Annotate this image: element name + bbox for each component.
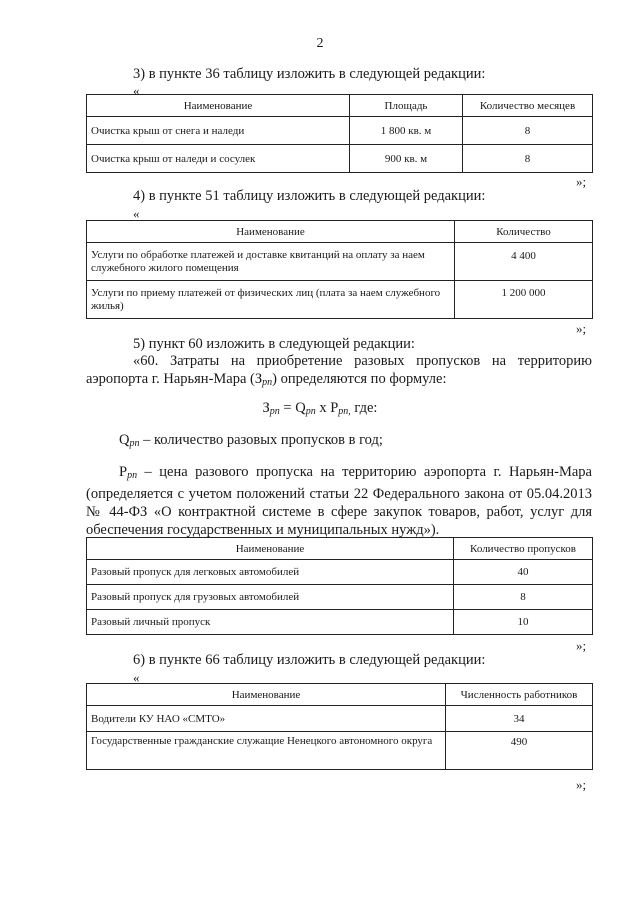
table-point-51 bbox=[86, 220, 593, 319]
section-3-close-quote: »; bbox=[576, 174, 587, 189]
table-header: Наименование bbox=[87, 684, 446, 706]
table-cell: 8 bbox=[454, 585, 593, 610]
section-6-heading: 6) в пункте 66 таблицу изложить в следующей редакции: bbox=[133, 652, 486, 668]
table-cell: Очистка крыш от снега и наледи bbox=[87, 117, 350, 145]
table-header: Количество месяцев bbox=[463, 95, 593, 117]
table-cell: 1 200 000 bbox=[455, 281, 593, 319]
table-header: Наименование bbox=[87, 538, 454, 560]
table-header: Наименование bbox=[87, 221, 455, 243]
table-row bbox=[87, 281, 593, 319]
table-row bbox=[87, 732, 593, 770]
p-definition: $P_{рп}$ – цена разового пропуска на территорию аэропорта г. Нарьян-Мара (определяется с учетом положений статьи 22 Федерального закона от 05.04.2013 № 44-ФЗ «О контрактной системе в сфере закупок товаров, работ, услуг для обеспечения государственных и муниципальных нужд»). bbox=[86, 464, 592, 538]
section-5-heading: 5) пункт 60 изложить в следующей редакции: bbox=[133, 336, 415, 352]
table-header: Численность работников bbox=[446, 684, 593, 706]
table-cell: 8 bbox=[463, 145, 593, 173]
table-cell: 900 кв. м bbox=[350, 145, 463, 173]
table-row bbox=[87, 117, 593, 145]
table-cell: Государственные гражданские служащие Ненецкого автономного округа bbox=[87, 732, 446, 770]
table-cell: Услуги по приему платежей от физических лиц (плата за наем служебного жилья) bbox=[87, 281, 455, 319]
section-4-heading: 4) в пункте 51 таблицу изложить в следующей редакции: bbox=[133, 188, 486, 204]
table-header: Наименование bbox=[87, 95, 350, 117]
table-cell: 490 bbox=[446, 732, 593, 770]
table-cell: Разовый пропуск для грузовых автомобилей bbox=[87, 585, 454, 610]
table-point-36 bbox=[86, 94, 593, 173]
section-3-heading: 3) в пункте 36 таблицу изложить в следующей редакции: bbox=[133, 66, 486, 82]
table-cell: 4 400 bbox=[455, 243, 593, 281]
section-4-close-quote: »; bbox=[576, 321, 587, 336]
table-cell: Водители КУ НАО «СМТО» bbox=[87, 706, 446, 732]
table-point-66 bbox=[86, 683, 593, 770]
table-cell: Очистка крыш от наледи и сосулек bbox=[87, 145, 350, 173]
section-5-close-quote: »; bbox=[576, 638, 587, 653]
section-3-open-quote: « bbox=[133, 83, 140, 98]
table-cell: Услуги по обработке платежей и доставке квитанций на оплату за наем служебного жилого помещения bbox=[87, 243, 455, 281]
page-number: 2 bbox=[316, 36, 324, 51]
table-cell: 10 bbox=[454, 610, 593, 635]
table-cell: Разовый личный пропуск bbox=[87, 610, 454, 635]
table-row bbox=[87, 560, 593, 585]
formula: $З_{рп} = Q_{рп}$ x $P_{рп,}$ где: bbox=[262, 400, 378, 417]
table-cell: 8 bbox=[463, 117, 593, 145]
table-row bbox=[87, 145, 593, 173]
table-row bbox=[87, 610, 593, 635]
table-header: Количество bbox=[455, 221, 593, 243]
section-6-close-quote: »; bbox=[576, 777, 587, 792]
q-definition: $Q_{рп}$ – количество разовых пропусков в год; bbox=[119, 432, 383, 449]
section-4-open-quote: « bbox=[133, 206, 140, 221]
table-cell: 34 bbox=[446, 706, 593, 732]
table-row bbox=[87, 585, 593, 610]
table-header: Площадь bbox=[350, 95, 463, 117]
table-point-60 bbox=[86, 537, 593, 635]
table-row bbox=[87, 243, 593, 281]
section-6-open-quote: « bbox=[133, 670, 140, 685]
table-cell: 1 800 кв. м bbox=[350, 117, 463, 145]
table-cell: Разовый пропуск для легковых автомобилей bbox=[87, 560, 454, 585]
table-header: Количество пропусков bbox=[454, 538, 593, 560]
table-cell: 40 bbox=[454, 560, 593, 585]
table-row bbox=[87, 706, 593, 732]
point-60-intro: «60. Затраты на приобретение разовых пропусков на территорию аэропорта г. Нарьян-Мара $(З_{рп})$ определяются по формуле: bbox=[86, 353, 592, 388]
